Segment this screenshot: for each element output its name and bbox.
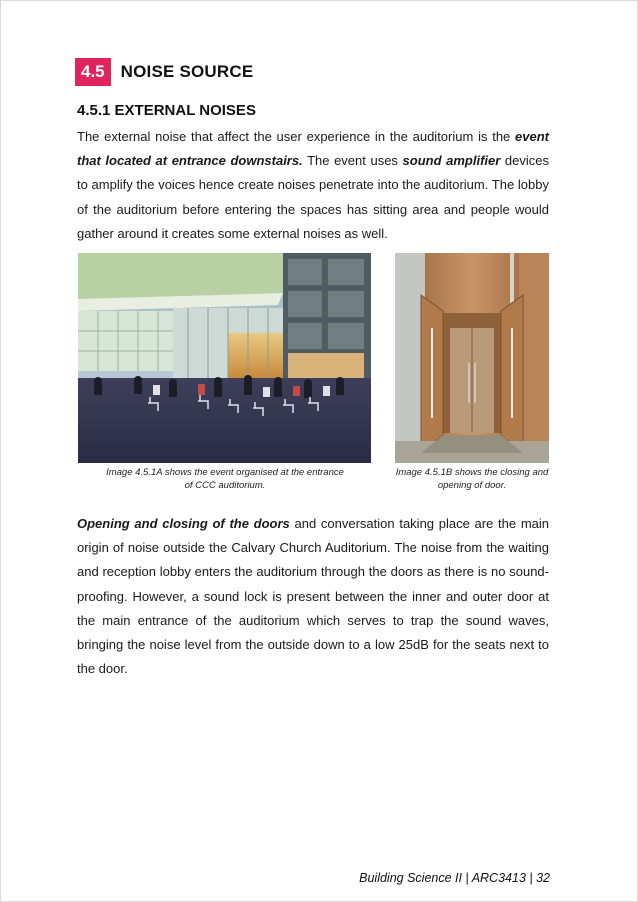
p1-text-3: devices to amplify the voices hence create noises penetrate into the auditorium. The lobby of the auditorium before entering the spaces has sitting area and people would gather around it creates some external noises as well. — [77, 153, 549, 241]
section-heading — [75, 58, 253, 86]
p1-text-2: The event uses — [302, 153, 403, 169]
page-footer: Building Science II | ARC3413 | 32 — [359, 871, 550, 885]
image-caption-a: Image 4.5.1A shows the event organised at the entrance of CCC auditorium. — [106, 467, 344, 491]
p1-emphasis-amplifier: sound amplifier — [402, 153, 501, 169]
paragraph-external-noise — [77, 125, 549, 246]
p1-emphasis-event: event that located at entrance downstairs. — [77, 129, 549, 169]
section-title: NOISE SOURCE — [120, 62, 254, 81]
p1-text-1: The external noise that affect the user experience in the auditorium is the — [77, 129, 516, 144]
section-number-badge: 4.5 — [75, 58, 111, 86]
paragraph-doors — [77, 512, 549, 681]
event-entrance-photo — [78, 253, 371, 463]
image-caption-b: Image 4.5.1B shows the closing and opening of door. — [395, 467, 549, 491]
p2-text: and conversation taking place are the main origin of noise outside the Calvary Church Auditorium. The noise from the waiting and reception lobby enters the auditorium through the doors as there is no sound-proofing. However, a sound lock is present between the inner and outer door at the main entrance of the auditorium which serves to trap the sound waves, bringing the noise level from the outside down to a low 25dB for the seats next to the door. — [77, 516, 549, 677]
p2-emphasis-doors: Opening and closing of the doors — [77, 516, 290, 531]
subsection-title: 4.5.1 EXTERNAL NOISES — [77, 102, 256, 119]
doors-photo — [395, 253, 549, 463]
